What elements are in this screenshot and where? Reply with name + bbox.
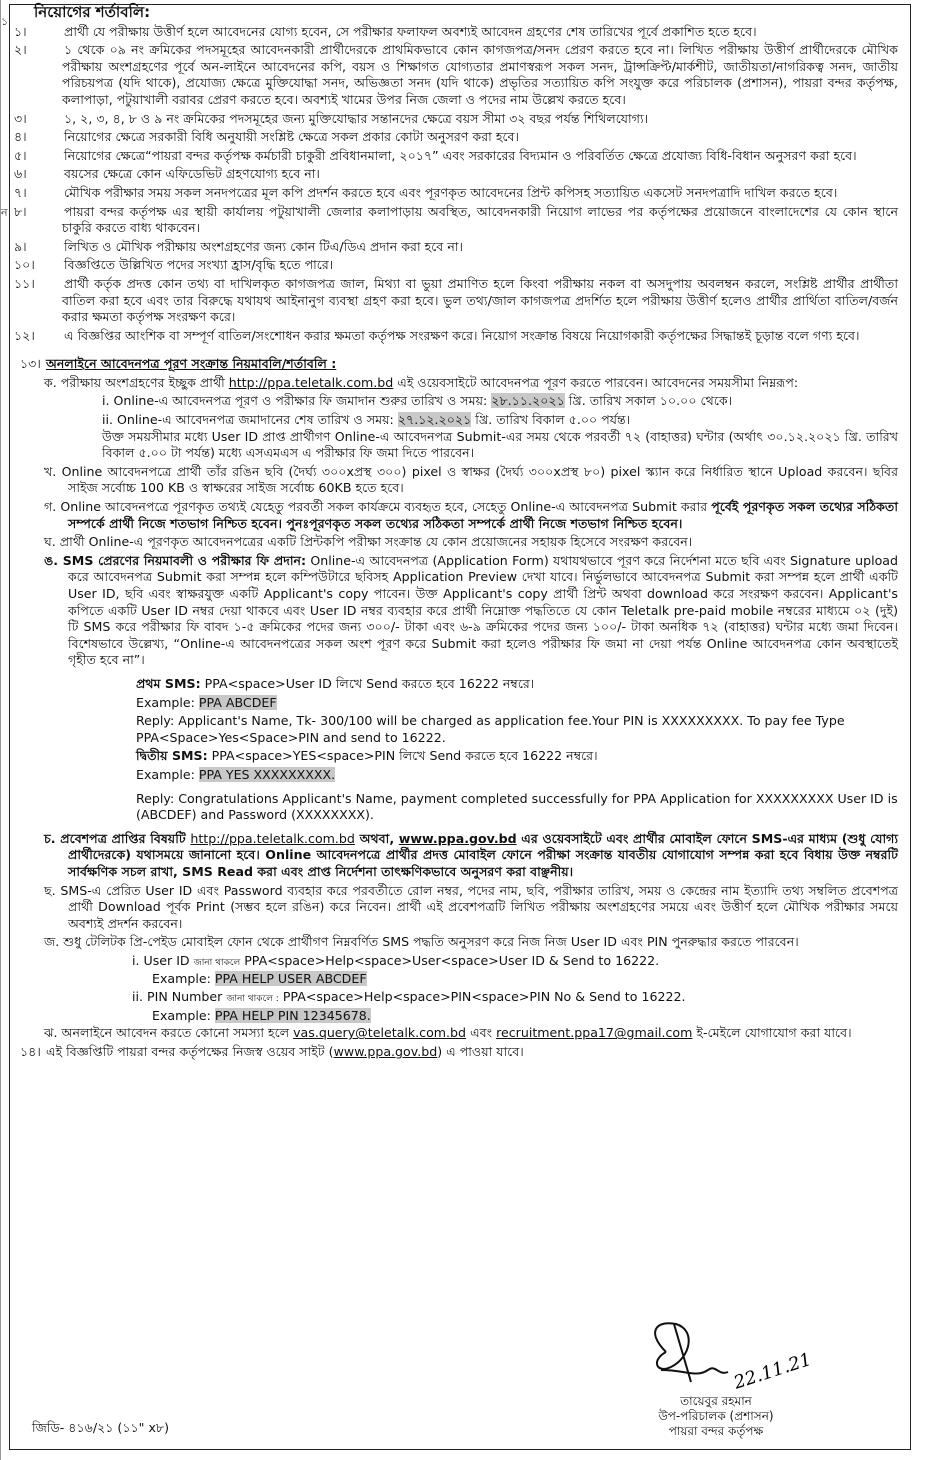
teletalk-email-link[interactable]: vas.query@teletalk.com.bd <box>293 1025 467 1041</box>
item-gha: ঘ. প্রার্থী Online-এ পূরণকৃত আবেদনপত্রের একটি প্রিন্টকপি পরীক্ষা সংক্রান্ত যে কোন প্রয়োজনের সহায়ক হিসেবে সংরক্ষণ করবেন। <box>44 534 693 550</box>
condition-item: ১০। বিজ্ঞপ্তিতে উল্লিখিত পদের সংখ্যা হ্রাস/বৃদ্ধি হতে পারে। <box>14 257 334 273</box>
condition-item: ২। ১ থেকে ০৯ নং ক্রমিকের পদসমূহের আবেদনকারী প্রার্থীদেরকে প্রাথমিকভাবে কোন কাগজপত্র/সনদ প্রেরণ করতে হবে না। লিখিত পরীক্ষায় উত্তীর্ণ প্রার্থীদেরকে মৌখিক পরীক্ষায় অংশগ্রহণের পূর্বে অন-লাইনে আবেদনের কপি, বয়স ও শিক্ষাগত যোগ্যতার প্রমাণস্বরূপ সকল সনদ, ট্রান্সক্রিপ্ট/মার্কশীট, জাতীয়তা/নাগরিকত্ব সনদ, জাতীয় পরিচয়পত্র (যদি থাকে), প্রযোজ্য ক্ষেত্রে মুক্তিযোদ্ধা সনদ, অভিজ্ঞতা সনদ (যদি থাকে) প্রভৃতির সত্যায়িত কপি সংযুক্ত করে পরিচালক (প্রশাসন), পায়রা বন্দর কর্তৃপক্ষ, কলাপাড়া, পটুয়াখালী বরাবর প্রেরণ করতে হবে। অবশ্যই খামের উপর নিজ জেলা ও পদের নাম উল্লেখ করতে হবে। <box>14 42 898 107</box>
condition-item: ৩। ১, ২, ৩, ৪, ৮ ও ৯ নং ক্রমিকের পদসমূহের জন্য মুক্তিযোদ্ধার সন্তানদের ক্ষেত্রে বয়স সীমা ৩২ বছর পর্যন্ত শিথিলযোগ্য। <box>14 110 649 126</box>
item-ga: গ. Online আবেদনপত্রে পূরণকৃত তথ্যই যেহেতু পরবর্তী সকল কার্যক্রমে ব্যবহৃত হবে, সেহেতু Online-এ আবেদনপত্র Submit করার পূর্বেই পূরণকৃত সকল তথ্যের সঠিকতা সম্পর্কে প্রার্থী নিজে শতভাগ নিশ্চিত হবেন। পুনঃপূরণকৃত সকল তথ্যের সঠিকতা সম্পর্কে প্রার্থী নিজে শতভাগ নিশ্চিত হবেন। <box>44 499 898 531</box>
sms-first: প্রথম SMS: PPA<space>User ID লিখে Send করতে হবে 16222 নম্বরে। <box>136 675 535 691</box>
condition-item: ১২। এ বিজ্ঞপ্তির আংশিক বা সম্পূর্ণ বাতিল/সংশোধন করার ক্ষমতা কর্তৃপক্ষ সংরক্ষণ করে। নিয়োগ সংক্রান্ত বিষয়ে নিয়োগকারী কর্তৃপক্ষের সিদ্ধান্তই চূড়ান্ত বলে গণ্য হবে। <box>14 327 860 343</box>
item-jha: ঝ. অনলাইনে আবেদন করতে কোনো সমস্যা হলে vas.query@teletalk.com.bd এবং recruitment.ppa17@gmail.com ই-মেইলে যোগাযোগ করা যাবে। <box>44 1025 852 1041</box>
teletalk-link-2[interactable]: http://ppa.teletalk.com.bd <box>190 830 355 846</box>
help-pin-example: Example: PPA HELP PIN 12345678. <box>152 1007 371 1023</box>
signatory-name: তায়েবুর রহমান <box>680 1394 752 1408</box>
sms-reply-1: Reply: Applicant's Name, Tk- 300/100 will be charged as application fee.Your PIN is XXXXXXXXX. To pay fee Type PPA<Space>Yes<Space>PIN and send to 16222. <box>136 713 845 745</box>
recruitment-email-link[interactable]: recruitment.ppa17@gmail.com <box>496 1025 693 1041</box>
help-user-id: i. User ID জানা থাকলে PPA<space>Help<space>User<space>User ID & Send to 16222. <box>132 952 660 968</box>
teletalk-link[interactable]: http://ppa.teletalk.com.bd <box>228 374 394 390</box>
item-ja: জ. শুধু টেলিটক প্রি-পেইড মোবাইল ফোন থেকে প্রার্থীগণ নিম্নবর্ণিত SMS পদ্ধতি অনুসরণ করে নিজ নিজ User ID এবং PIN পুনরুদ্ধার করতে পারবেন। <box>44 934 799 950</box>
end-date: ২৭.১২.২০২১ <box>397 412 472 428</box>
item-chha: ছ. SMS-এ প্রেরিত User ID এবং Password ব্যবহার করে পরবর্তীতে রোল নম্বর, পদের নাম, ছবি, পরীক্ষার তারিখ, সময় ও কেন্দ্রের নাম ইত্যাদি তথ্য সম্বলিত প্রবেশপত্র প্রার্থী Download পূর্বক Print (সম্ভব হলে রঙিন) করে নিবেন। প্রার্থী এই প্রবেশপত্রটি লিখিত পরীক্ষায় অংশগ্রহণের সময়ে এবং উত্তীর্ণ হলে মৌখিক পরীক্ষার সময়ে অবশ্যই প্রদর্শন করবেন। <box>44 882 898 931</box>
conditions-list <box>14 23 898 345</box>
condition-item: ৪। নিয়োগের ক্ষেত্রে সরকারী বিধি অনুযায়ী সংশ্লিষ্ট ক্ষেত্রে সকল প্রকার কোটা অনুসরণ করা হবে। <box>14 129 520 145</box>
sms-example-1: Example: PPA ABCDEF <box>136 694 277 710</box>
condition-item: ৬। বয়সের ক্ষেত্রে কোন এফিডেভিট গ্রহণযোগ্য হবে না। <box>14 166 320 182</box>
help-pin: ii. PIN Number জানা থাকলে : PPA<space>Help<space>PIN<space>PIN No & Send to 16222. <box>132 989 686 1005</box>
ppa-website-link[interactable]: www.ppa.gov.bd <box>398 830 517 846</box>
notice-content <box>14 3 899 1062</box>
item-ka-i: i. Online-এ আবেদনপত্র পূরণ ও পরীক্ষার ফি জমাদান শুরুর তারিখ ও সময়: ২৮.১১.২০২১ খ্রি. তারিখ সকাল ১০.০০ থেকে। <box>102 393 733 409</box>
item-cha: চ. প্রবেশপত্র প্রাপ্তির বিষয়টি http://ppa.teletalk.com.bd অথবা, www.ppa.gov.bd এর ওয়েবসাইটে এবং প্রার্থীর মোবাইল ফোনে SMS-এর মাধ্যম (শুধু যোগ্য প্রার্থীদেরকে) যথাসময়ে জানানো হবে। Online আবেদনপত্রে প্রার্থীর প্রদত্ত মোবাইল ফোনে পরীক্ষা সংক্রান্ত যাবতীয় যোগাযোগ সম্পন্ন করা হবে বিধায় উক্ত নম্বরটি সার্বক্ষণিক সচল রাখা, SMS Read করা এবং প্রাপ্ত নির্দেশনা তাৎক্ষণিকভাবে অনুসরণ করা বাঞ্ছনীয়। <box>44 830 899 879</box>
signatory-organization: পায়রা বন্দর কর্তৃপক্ষ <box>668 1424 764 1438</box>
condition-item: ৫। নিয়োগের ক্ষেত্রে“পায়রা বন্দর কর্তৃপক্ষ কর্মচারী চাকুরী প্রবিধানমালা, ২০১৭” এবং সরকারের বিদ্যমান ও পরিবর্তিত ক্ষেত্রে প্রযোজ্য বিধি-বিধান অনুসরণ করা হবে। <box>14 147 857 163</box>
signature-date: 22.11.21 <box>731 1348 815 1394</box>
start-date: ২৮.১১.২০২১ <box>491 393 565 409</box>
page-title: নিয়োগের শর্তাবলি: <box>34 3 151 21</box>
signatory-block <box>606 1394 826 1439</box>
sms-reply-2: Reply: Congratulations Applicant's Name, payment completed successfully for PPA Application for XXXXXXXXX User ID is (ABCDEF) and Password (XXXXXXXX). <box>136 790 898 823</box>
condition-item: ১। প্রার্থী যে পরীক্ষায় উত্তীর্ণ হলে আবেদনের যোগ্য হবেন, সে পরীক্ষার ফলাফল অবশ্যই আবেদন গ্রহণের শেষ তারিখের পূর্বে প্রকাশিত হতে হবে। <box>14 23 757 39</box>
condition-item: ৯। লিখিত ও মৌখিক পরীক্ষায় অংশগ্রহণের জন্য কোন টিএ/ডিএ প্রদান করা হবে না। <box>14 238 463 254</box>
condition-item: ৮। পায়রা বন্দর কর্তৃপক্ষ এর স্থায়ী কার্যালয় পটুয়াখালী জেলার কলাপাড়ায় অবস্থিত, আবেদনকারী নিয়োগ লাভের পর কর্তৃপক্ষের প্রয়োজনে বাংলাদেশের যে কোন স্থানে চাকুরি করতে বাধ্য থাকবেন। <box>14 203 898 236</box>
item-kha: খ. Online আবেদনপত্রে প্রার্থী তাঁর রঙিন ছবি (দৈর্ঘ্য ৩০০xপ্রস্থ ৩০০) pixel ও স্বাক্ষর (দৈর্ঘ্য ৩০০xপ্রস্থ ৮০) pixel স্ক্যান করে নির্ধারিত স্থানে Upload করবেন। ছবির সাইজ সর্বোচ্চ 100 KB ও স্বাক্ষরের সাইজ সর্বোচ্চ 60KB হতে হবে। <box>44 463 898 496</box>
signatory-designation: উপ-পরিচালক (প্রশাসন) <box>658 1409 774 1423</box>
ppa-website-link-2[interactable]: www.ppa.gov.bd <box>333 1043 438 1059</box>
sms-second: দ্বিতীয় SMS: PPA<space>YES<space>PIN লিখে Send করতে হবে 16222 নম্বরে। <box>136 748 598 764</box>
item-ka-ii: ii. Online-এ আবেদনপত্র জমাদানের শেষ তারিখ ও সময়: ২৭.১২.২০২১ খ্রি. তারিখ বিকাল ৫.০০ পর্যন্ত। উক্ত সময়সীমার মধ্যে User ID প্রাপ্ত প্রার্থীগণ Online-এ আবেদনপত্র Submit-এর সময় থেকে পরবর্তী ৭২ (বাহাত্তর) ঘন্টার (অর্থাৎ ৩০.১২.২০২১ খ্রি. তারিখ বিকাল ৫.০০ টা পর্যন্ত) মধ্যে এসএমএস এ পরীক্ষার ফি জমা দিতে পারবেন। <box>102 412 898 461</box>
help-user-id-example: Example: PPA HELP USER ABCDEF <box>152 971 367 987</box>
gd-reference: জিডি- ৪১৬/২১ (১১" x৮) <box>32 1420 170 1435</box>
condition-item: ১১। প্রার্থী কর্তৃক প্রদত্ত কোন তথ্য বা দাখিলকৃত কাগজপত্র জাল, মিথ্যা বা ভুয়া প্রমাণিত হলে কিংবা পরীক্ষায় নকল বা অসদুপায় অবলম্বন করলে, সংশ্লিষ্ট প্রার্থীর প্রার্থীতা বাতিল করা হবে এবং তার বিরুদ্ধে যথাযথ আইনানুগ ব্যবস্থা গ্রহণ করা হবে। ভুল তথ্য/জাল কাগজপত্র প্রদর্শিত হলে পরীক্ষায় উত্তীর্ণ হলেও প্রার্থীর প্রার্থিতা বাতিল/বর্জন করার ক্ষমতা কর্তৃপক্ষ সংরক্ষণ করে। <box>14 275 898 325</box>
section-13-title: ১৩। অনলাইনে আবেদনপত্র পূরণ সংক্রান্ত নিয়মাবলি/শর্তাবলি : <box>20 356 337 372</box>
item-uo: ঙ. SMS প্রেরণের নিয়মাবলী ও পরীক্ষার ফি প্রদান: Online-এ আবেদনপত্র (Application Form) যথাযথভাবে পূরণ করে নির্দেশনা মতে ছবি এবং Signature upload করে আবেদনপত্র Submit করা সম্পন্ন হলে কম্পিউটারে ছবিসহ Application Preview দেখা যাবে। নির্ভুলভাবে আবেদনপত্র Submit করা সম্পন্ন হলে প্রার্থী একটি User ID, ছবি এবং স্বাক্ষরযুক্ত একটি Applicant's copy পাবেন। উক্ত Applicant's copy প্রার্থী প্রিন্ট অথবা download করে সংরক্ষণ করবেন। Applicant's কপিতে একটি User ID নম্বর দেয়া থাকবে এবং User ID নম্বর ব্যবহার করে প্রার্থী নিম্নোক্ত পদ্ধতিতে যে কোন Teletalk pre-paid mobile নম্বরের মাধ্যমে ০২ (দুই) টি SMS করে পরীক্ষার ফি বাবদ ১-৫ ক্রমিকের পদের জন্য ৩০০/- টাকা এবং ৬-৯ ক্রমিকের পদের জন্য ১০০/- টাকা অনধিক ৭২ (বাহাত্তর) ঘন্টার মধ্যে জমা দিবেন। বিশেষভাবে উল্লেখ্য, “Online-এ আবেদনপত্রের সকল অংশ পূরণ করে Submit করা হলেও পরীক্ষার ফি জমা না দেয়া পর্যন্ত Online আবেদনপত্র কোন অবস্থাতেই গৃহীত হবে না”। <box>44 552 899 668</box>
edge-fragment-mid: ন <box>1 206 8 219</box>
signature-image <box>636 1312 836 1398</box>
item-ka: ক. পরীক্ষায় অংশগ্রহণের ইচ্ছুক প্রার্থী http://ppa.teletalk.com.bd এই ওয়েবসাইটে আবেদনপত্র পূরণ করতে পারবেন। আবেদনের সময়সীমা নিম্নরূপ: <box>44 374 799 390</box>
section-14: ১৪। এই বিজ্ঞপ্তিটি পায়রা বন্দর কর্তৃপক্ষের নিজস্ব ওয়েব সাইট (www.ppa.gov.bd) এ পাওয়া যাবে। <box>20 1043 524 1059</box>
sms-example-2: Example: PPA YES XXXXXXXXX. <box>136 766 336 782</box>
condition-item: ৭। মৌখিক পরীক্ষার সময় সকল সনদপত্রের মূল কপি প্রদর্শন করতে হবে এবং পূরণকৃত আবেদনের প্রিন্ট কপিসহ সত্যায়িত একসেট সনদপত্রাদি দাখিল করতে হবে। <box>14 184 838 200</box>
edge-fragment-top: ১ <box>1 15 9 28</box>
